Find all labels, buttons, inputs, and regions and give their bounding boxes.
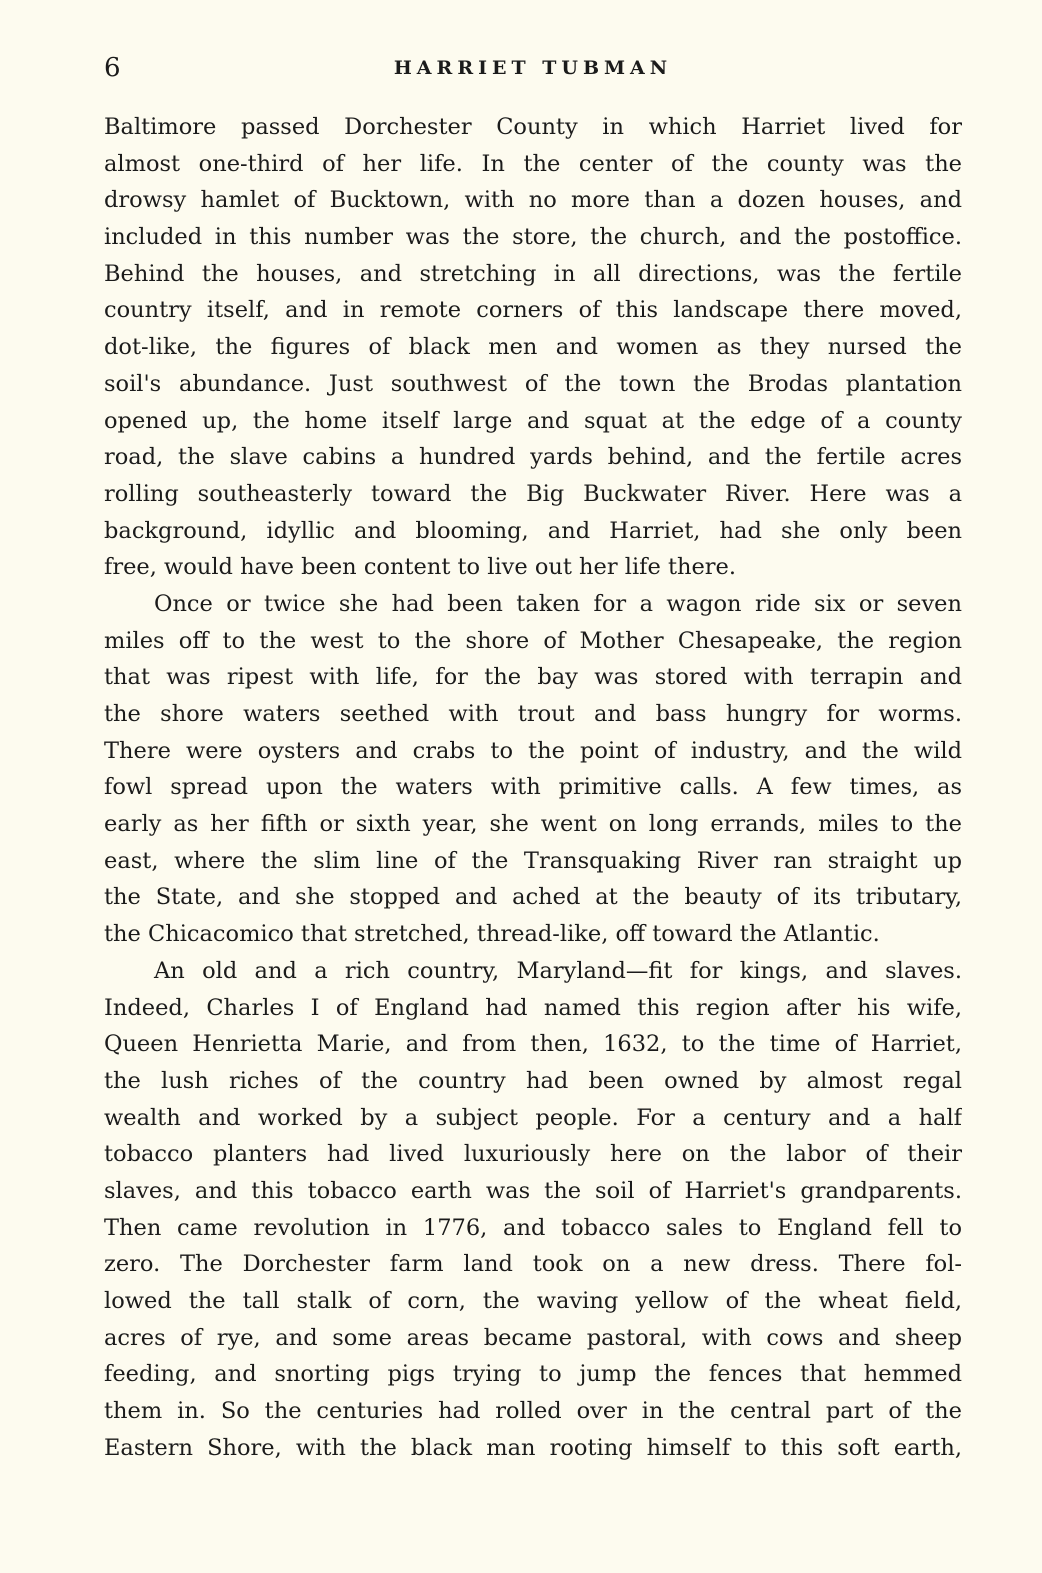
paragraph [104, 586, 962, 953]
text-line: included in this number was the store, the church, and the postoffice. [104, 224, 962, 251]
text-line: tobacco planters had lived luxuriously here on the labor of their [104, 1141, 962, 1168]
text-line: lowed the tall stalk of corn, the waving yellow of the wheat field, [104, 1288, 962, 1314]
text-line: the lush riches of the country had been owned by almost regal [104, 1067, 962, 1094]
text-line: Then came revolution in 1776, and tobacco sales to England fell to [104, 1214, 962, 1241]
text-line: dot-like, the figures of black men and women as they nursed the [104, 334, 962, 361]
text-line: acres of rye, and some areas became pastoral, with cows and sheep [104, 1324, 962, 1351]
text-line: wealth and worked by a subject people. For a century and a half [104, 1104, 962, 1131]
text-line: almost one-third of her life. In the center of the county was the [104, 150, 962, 177]
text-line: free, would have been content to live out her life there. [104, 554, 737, 581]
paragraph [104, 109, 962, 586]
text-line: Once or twice she had been taken for a wagon ride six or seven [154, 590, 962, 617]
text-line: opened up, the home itself large and squat at the edge of a county [104, 407, 962, 434]
text-line: Behind the houses, and stretching in all directions, was the fertile [104, 260, 962, 287]
page-number: 6 [104, 53, 121, 83]
text-line: There were oysters and crabs to the point of industry, and the wild [104, 737, 962, 764]
text-line: the Chicacomico that stretched, thread-like, off toward the Atlantic. [104, 921, 880, 948]
text-line: early as her fifth or sixth year, she went on long errands, miles to the [104, 811, 962, 838]
text-line: miles off to the west to the shore of Mother Chesapeake, the region [104, 627, 962, 654]
text-line: rolling southeasterly toward the Big Buckwater River. Here was a [104, 480, 962, 507]
text-line: the shore waters seethed with trout and bass hungry for worms. [104, 701, 962, 727]
text-line: the State, and she stopped and ached at the beauty of its tributary, [104, 884, 962, 911]
page-header [104, 50, 962, 86]
text-line: background, idyllic and blooming, and Harriet, had she only been [104, 517, 962, 544]
text-line: zero. The Dorchester farm land took on a new dress. There fol- [104, 1251, 962, 1278]
running-head: HARRIET TUBMAN [393, 57, 673, 79]
text-line: east, where the slim line of the Transquaking River ran straight up [104, 847, 962, 874]
text-line: that was ripest with life, for the bay was stored with terrapin and [104, 664, 962, 691]
text-line: Queen Henrietta Marie, and from then, 1632, to the time of Harriet, [104, 1031, 962, 1058]
paragraph [104, 953, 962, 1467]
body-text [104, 109, 962, 1466]
text-line: Eastern Shore, with the black man rooting himself to this soft earth, [104, 1434, 962, 1461]
text-line: fowl spread upon the waters with primitive calls. A few times, as [104, 774, 962, 801]
text-line: country itself, and in remote corners of this landscape there moved, [104, 297, 962, 324]
text-line: them in. So the centuries had rolled over in the central part of the [104, 1398, 962, 1425]
text-line: Indeed, Charles I of England had named this region after his wife, [104, 994, 962, 1021]
text-line: slaves, and this tobacco earth was the soil of Harriet's grandparents. [104, 1177, 962, 1204]
text-line: soil's abundance. Just southwest of the town the Brodas plantation [104, 370, 962, 397]
text-line: feeding, and snorting pigs trying to jump the fences that hemmed [104, 1361, 962, 1388]
text-line: drowsy hamlet of Bucktown, with no more than a dozen houses, and [104, 187, 962, 214]
text-line: An old and a rich country, Maryland—fit for kings, and slaves. [154, 957, 962, 984]
text-line: Baltimore passed Dorchester County in which Harriet lived for [104, 114, 962, 140]
text-line: road, the slave cabins a hundred yards behind, and the fertile acres [104, 444, 962, 471]
